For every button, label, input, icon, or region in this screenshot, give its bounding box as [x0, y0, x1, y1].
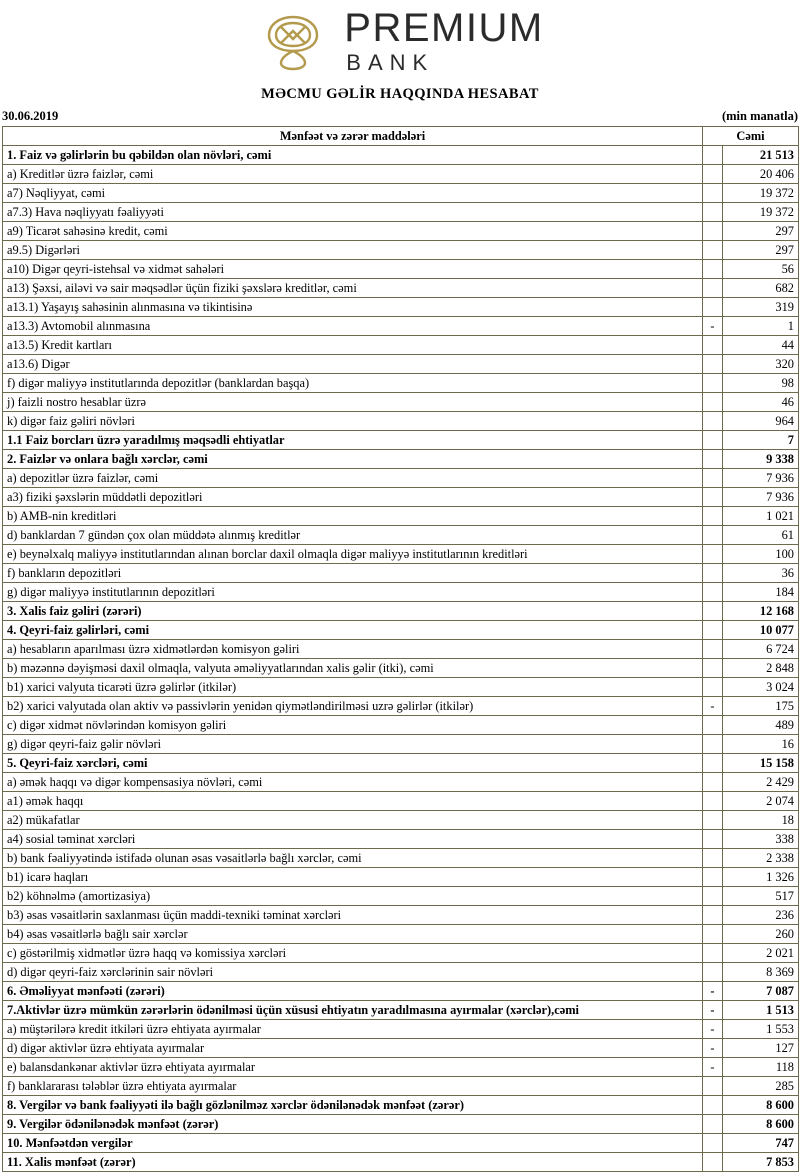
row-value: 56	[723, 260, 799, 279]
row-value: 7 087	[723, 982, 799, 1001]
row-label: a7.3) Hava nəqliyyatı fəaliyyəti	[3, 203, 703, 222]
row-value: 320	[723, 355, 799, 374]
row-sign	[703, 944, 723, 963]
row-value: 36	[723, 564, 799, 583]
row-value: 8 600	[723, 1096, 799, 1115]
row-sign	[703, 241, 723, 260]
row-label: b3) əsas vəsaitlərin saxlanması üçün maddi-texniki təminat xərcləri	[3, 906, 703, 925]
table-row	[3, 925, 799, 944]
row-value: 682	[723, 279, 799, 298]
report-meta	[0, 109, 800, 126]
row-label: a) əmək haqqı və digər kompensasiya növləri, cəmi	[3, 773, 703, 792]
row-value: 184	[723, 583, 799, 602]
row-label: a13) Şəxsi, ailəvi və sair məqsədlər üçün fiziki şəxslərə kreditlər, cəmi	[3, 279, 703, 298]
row-label: e) balansdankənar aktivlər üzrə ehtiyata ayırmalar	[3, 1058, 703, 1077]
row-sign	[703, 792, 723, 811]
column-header-item: Mənfəət və zərər maddələri	[3, 127, 703, 146]
row-sign: -	[703, 1039, 723, 1058]
row-label: d) digər aktivlər üzrə ehtiyata ayırmalar	[3, 1039, 703, 1058]
row-sign	[703, 1153, 723, 1172]
column-header-total: Cəmi	[703, 127, 799, 146]
table-row	[3, 545, 799, 564]
row-value: 44	[723, 336, 799, 355]
row-sign	[703, 887, 723, 906]
row-value: 319	[723, 298, 799, 317]
table-row	[3, 1039, 799, 1058]
row-sign	[703, 355, 723, 374]
row-value: 46	[723, 393, 799, 412]
row-label: a) depozitlər üzrə faizlər, cəmi	[3, 469, 703, 488]
table-row	[3, 773, 799, 792]
row-sign	[703, 146, 723, 165]
row-value: 297	[723, 241, 799, 260]
row-sign	[703, 412, 723, 431]
table-row	[3, 602, 799, 621]
row-sign	[703, 659, 723, 678]
row-value: 98	[723, 374, 799, 393]
row-label: d) digər qeyri-faiz xərclərinin sair növləri	[3, 963, 703, 982]
row-sign	[703, 488, 723, 507]
row-label: b2) xarici valyutada olan aktiv və passivlərin yenidən qiymətləndirilməsi uzrə gəlirlər (itkilər)	[3, 697, 703, 716]
row-sign	[703, 222, 723, 241]
table-row	[3, 792, 799, 811]
row-label: a9.5) Digərləri	[3, 241, 703, 260]
table-row	[3, 1001, 799, 1020]
row-sign	[703, 469, 723, 488]
row-label: 9. Vergilər ödənilənədək mənfəət (zərər)	[3, 1115, 703, 1134]
table-row	[3, 868, 799, 887]
logo-wordmark: PREMIUM	[344, 6, 544, 50]
row-value: 1 553	[723, 1020, 799, 1039]
bank-logo	[0, 0, 800, 74]
row-value: 10 077	[723, 621, 799, 640]
table-row	[3, 1077, 799, 1096]
row-sign	[703, 1096, 723, 1115]
row-value: 1 326	[723, 868, 799, 887]
row-value: 2 848	[723, 659, 799, 678]
row-value: 260	[723, 925, 799, 944]
row-sign: -	[703, 1020, 723, 1039]
table-row	[3, 1020, 799, 1039]
row-label: a13.3) Avtomobil alınmasına	[3, 317, 703, 336]
row-sign	[703, 1134, 723, 1153]
row-sign	[703, 716, 723, 735]
row-value: 1 021	[723, 507, 799, 526]
table-row	[3, 697, 799, 716]
row-label: f) banklararası tələblər üzrə ehtiyata ayırmalar	[3, 1077, 703, 1096]
row-label: a2) mükafatlar	[3, 811, 703, 830]
table-row	[3, 963, 799, 982]
row-label: c) digər xidmət növlərindən komisyon gəliri	[3, 716, 703, 735]
table-row	[3, 849, 799, 868]
table-header-row	[3, 127, 799, 146]
row-label: 3. Xalis faiz gəliri (zərəri)	[3, 602, 703, 621]
table-row	[3, 336, 799, 355]
row-sign	[703, 1115, 723, 1134]
row-label: a) hesabların aparılması üzrə xidmətlərdən komisyon gəliri	[3, 640, 703, 659]
row-label: b2) köhnəlmə (amortizasiya)	[3, 887, 703, 906]
row-label: a) Kreditlər üzrə faizlər, cəmi	[3, 165, 703, 184]
row-sign	[703, 1077, 723, 1096]
table-row	[3, 526, 799, 545]
row-value: 7	[723, 431, 799, 450]
row-label: 1. Faiz və gəlirlərin bu qəbildən olan növləri, cəmi	[3, 146, 703, 165]
row-value: 20 406	[723, 165, 799, 184]
table-row	[3, 431, 799, 450]
table-row	[3, 982, 799, 1001]
table-row	[3, 355, 799, 374]
row-sign	[703, 925, 723, 944]
row-sign	[703, 545, 723, 564]
row-sign	[703, 583, 723, 602]
table-row	[3, 184, 799, 203]
table-row	[3, 678, 799, 697]
table-body	[3, 146, 799, 1172]
table-row	[3, 146, 799, 165]
row-label: g) digər qeyri-faiz gəlir növləri	[3, 735, 703, 754]
income-statement-table	[2, 126, 799, 1172]
table-row	[3, 241, 799, 260]
row-label: 5. Qeyri-faiz xərcləri, cəmi	[3, 754, 703, 773]
table-row	[3, 1096, 799, 1115]
row-value: 2 021	[723, 944, 799, 963]
row-label: b) AMB-nin kreditləri	[3, 507, 703, 526]
row-sign	[703, 868, 723, 887]
row-sign	[703, 678, 723, 697]
row-value: 2 429	[723, 773, 799, 792]
row-sign	[703, 374, 723, 393]
row-sign	[703, 773, 723, 792]
row-label: b) bank fəaliyyətində istifadə olunan əsas vəsaitlərlə bağlı xərclər, cəmi	[3, 849, 703, 868]
table-row	[3, 1058, 799, 1077]
table-row	[3, 583, 799, 602]
table-row	[3, 1134, 799, 1153]
table-row	[3, 165, 799, 184]
table-row	[3, 317, 799, 336]
row-value: 100	[723, 545, 799, 564]
row-value: 489	[723, 716, 799, 735]
row-label: 6. Əməliyyat mənfəəti (zərəri)	[3, 982, 703, 1001]
table-row	[3, 621, 799, 640]
table-row	[3, 735, 799, 754]
row-label: a1) əmək haqqı	[3, 792, 703, 811]
row-sign	[703, 640, 723, 659]
table-row	[3, 716, 799, 735]
table-row	[3, 1153, 799, 1172]
row-value: 2 074	[723, 792, 799, 811]
row-value: 19 372	[723, 184, 799, 203]
row-sign	[703, 963, 723, 982]
row-value: 127	[723, 1039, 799, 1058]
row-label: a13.1) Yaşayış sahəsinin alınmasına və tikintisinə	[3, 298, 703, 317]
row-value: 236	[723, 906, 799, 925]
table-row	[3, 298, 799, 317]
row-value: 9 338	[723, 450, 799, 469]
row-sign	[703, 184, 723, 203]
row-sign	[703, 507, 723, 526]
row-label: b) məzənnə dəyişməsi daxil olmaqla, valyuta əməliyyatlarından xalis gəlir (itki), cəmi	[3, 659, 703, 678]
row-value: 7 853	[723, 1153, 799, 1172]
row-label: c) göstərilmiş xidmətlər üzrə haqq və komissiya xərcləri	[3, 944, 703, 963]
row-label: a10) Digər qeyri-istehsal və xidmət sahələri	[3, 260, 703, 279]
row-sign	[703, 260, 723, 279]
table-row	[3, 659, 799, 678]
table-row	[3, 488, 799, 507]
row-sign	[703, 526, 723, 545]
row-value: 118	[723, 1058, 799, 1077]
row-sign: -	[703, 982, 723, 1001]
row-sign	[703, 754, 723, 773]
row-value: 12 168	[723, 602, 799, 621]
row-value: 175	[723, 697, 799, 716]
row-value: 61	[723, 526, 799, 545]
row-label: k) digər faiz gəliri növləri	[3, 412, 703, 431]
table-row	[3, 507, 799, 526]
row-label: 10. Mənfəətdən vergilər	[3, 1134, 703, 1153]
row-value: 8 369	[723, 963, 799, 982]
row-sign	[703, 165, 723, 184]
row-value: 7 936	[723, 488, 799, 507]
table-row	[3, 640, 799, 659]
row-label: b1) xarici valyuta ticarəti üzrə gəlirlər (itkilər)	[3, 678, 703, 697]
row-value: 1 513	[723, 1001, 799, 1020]
table-row	[3, 222, 799, 241]
row-label: b4) əsas vəsaitlərlə bağlı sair xərclər	[3, 925, 703, 944]
row-label: 1.1 Faiz borcları üzrə yaradılmış məqsədli ehtiyatlar	[3, 431, 703, 450]
row-sign	[703, 298, 723, 317]
row-label: 4. Qeyri-faiz gəlirləri, cəmi	[3, 621, 703, 640]
row-sign	[703, 564, 723, 583]
row-sign	[703, 431, 723, 450]
row-value: 7 936	[723, 469, 799, 488]
table-row	[3, 393, 799, 412]
table-row	[3, 906, 799, 925]
row-label: e) beynəlxalq maliyyə institutlarından alınan borclar daxil olmaqla digər maliyyə institutlarının kreditləri	[3, 545, 703, 564]
row-value: 517	[723, 887, 799, 906]
row-sign: -	[703, 1001, 723, 1020]
row-value: 2 338	[723, 849, 799, 868]
row-label: a4) sosial təminat xərcləri	[3, 830, 703, 849]
table-row	[3, 830, 799, 849]
table-row	[3, 887, 799, 906]
row-label: 11. Xalis mənfəət (zərər)	[3, 1153, 703, 1172]
row-sign	[703, 450, 723, 469]
table-row	[3, 260, 799, 279]
row-sign: -	[703, 317, 723, 336]
row-value: 3 024	[723, 678, 799, 697]
row-value: 19 372	[723, 203, 799, 222]
row-value: 16	[723, 735, 799, 754]
table-row	[3, 564, 799, 583]
row-value: 297	[723, 222, 799, 241]
row-sign	[703, 602, 723, 621]
row-label: a) müştərilərə kredit itkiləri üzrə ehtiyata ayırmalar	[3, 1020, 703, 1039]
row-label: f) bankların depozitləri	[3, 564, 703, 583]
table-row	[3, 450, 799, 469]
row-label: a7) Nəqliyyat, cəmi	[3, 184, 703, 203]
row-label: a13.5) Kredit kartları	[3, 336, 703, 355]
row-sign	[703, 621, 723, 640]
row-sign	[703, 830, 723, 849]
row-sign	[703, 906, 723, 925]
row-sign	[703, 203, 723, 222]
table-row	[3, 374, 799, 393]
row-sign	[703, 393, 723, 412]
row-value: 338	[723, 830, 799, 849]
row-sign	[703, 735, 723, 754]
table-row	[3, 944, 799, 963]
row-label: g) digər maliyyə institutlarının depozitləri	[3, 583, 703, 602]
row-value: 6 724	[723, 640, 799, 659]
row-value: 285	[723, 1077, 799, 1096]
table-row	[3, 469, 799, 488]
logo-subwordmark: BANK	[346, 50, 435, 75]
row-label: b1) icarə haqları	[3, 868, 703, 887]
row-sign: -	[703, 697, 723, 716]
row-value: 747	[723, 1134, 799, 1153]
row-sign	[703, 336, 723, 355]
row-label: 2. Faizlər və onlara bağlı xərclər, cəmi	[3, 450, 703, 469]
row-value: 1	[723, 317, 799, 336]
page-title: MƏCMU GƏLİR HAQQINDA HESABAT	[261, 86, 539, 102]
table-row	[3, 279, 799, 298]
table-row	[3, 1115, 799, 1134]
row-value: 964	[723, 412, 799, 431]
row-sign	[703, 849, 723, 868]
knot-emblem-icon	[256, 10, 330, 72]
row-value: 15 158	[723, 754, 799, 773]
row-value: 18	[723, 811, 799, 830]
table-row	[3, 811, 799, 830]
table-row	[3, 754, 799, 773]
row-label: a9) Ticarət sahəsinə kredit, cəmi	[3, 222, 703, 241]
row-label: d) banklardan 7 gündən çox olan müddətə alınmış kreditlər	[3, 526, 703, 545]
row-value: 8 600	[723, 1115, 799, 1134]
row-label: j) faizli nostro hesablar üzrə	[3, 393, 703, 412]
row-sign	[703, 279, 723, 298]
row-sign	[703, 811, 723, 830]
report-unit: (min manatla)	[721, 109, 798, 123]
row-label: f) digər maliyyə institutlarında depozitlər (banklardan başqa)	[3, 374, 703, 393]
row-label: 7.Aktivlər üzrə mümkün zərərlərin ödənilməsi üçün xüsusi ehtiyatın yaradılmasına ayırmalar (xərclər),cəmi	[3, 1001, 703, 1020]
row-label: a13.6) Digər	[3, 355, 703, 374]
table-row	[3, 412, 799, 431]
report-date: 30.06.2019	[2, 109, 59, 123]
table-row	[3, 203, 799, 222]
row-label: a3) fiziki şəxslərin müddətli depozitləri	[3, 488, 703, 507]
row-value: 21 513	[723, 146, 799, 165]
row-label: 8. Vergilər və bank fəaliyyəti ilə bağlı gözlənilməz xərclər ödənilənədək mənfəət (zərər)	[3, 1096, 703, 1115]
row-sign: -	[703, 1058, 723, 1077]
